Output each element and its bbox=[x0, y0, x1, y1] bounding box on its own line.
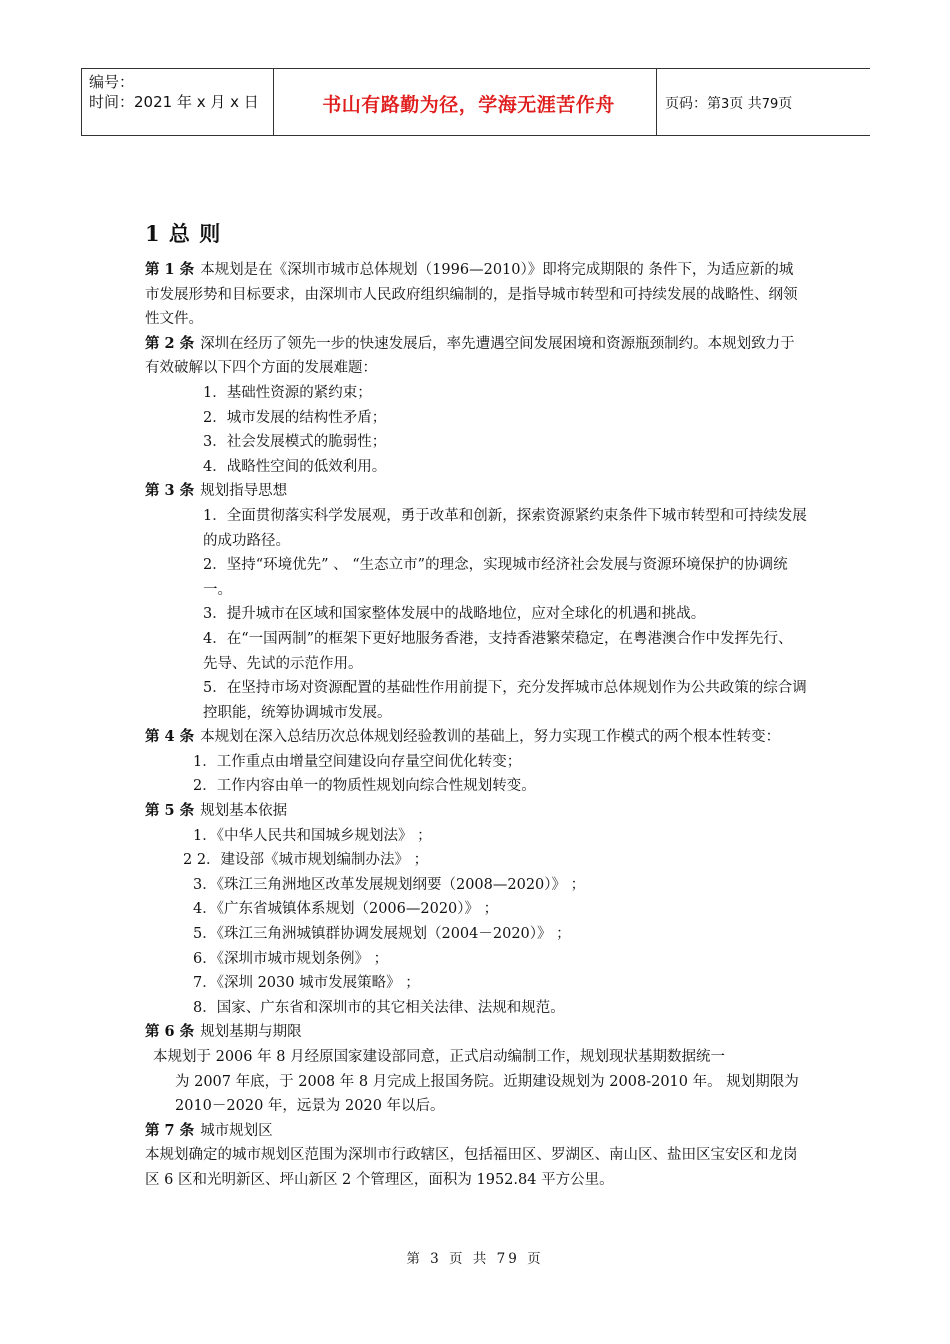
article-2-item-1: 1．基础性资源的紧约束； bbox=[203, 384, 372, 401]
article-2 bbox=[145, 332, 807, 381]
header-page-prefix: 页码：第 bbox=[665, 96, 721, 112]
article-6-text: 规划基期与期限 bbox=[200, 1024, 302, 1041]
article-2-item-4: 4．战略性空间的低效利用。 bbox=[203, 458, 387, 475]
header-page-mid: 页 共 bbox=[729, 96, 762, 112]
header-page-suffix: 页 bbox=[778, 96, 793, 112]
header-top-rule bbox=[81, 68, 870, 69]
article-7 bbox=[145, 1119, 807, 1144]
article-2-label: 第 2 条 bbox=[145, 334, 195, 352]
article-3-item-4: 4．在“一国两制”的框架下更好地服务香港，支持香港繁荣稳定，在粤港澳合作中发挥先行、先导、先试的示范作用。 bbox=[203, 630, 793, 672]
article-4-item-2: 2．工作内容由单一的物质性规划向综合性规划转变。 bbox=[193, 778, 536, 795]
article-5-item-4: 4．《广东省城镇体系规划（2006—2020）》 ； bbox=[193, 901, 499, 918]
article-6-line-1: 本规划于 2006 年 8 月经原国家建设部同意，正式启动编制工作，规划现状基期数据统一 bbox=[153, 1049, 726, 1065]
article-5-item-8: 8．国家、广东省和深圳市的其它相关法律、法规和规范。 bbox=[193, 999, 565, 1016]
header-meta bbox=[89, 72, 259, 112]
document-body bbox=[145, 258, 807, 1193]
section-title: 1 总 则 bbox=[145, 221, 222, 246]
article-5 bbox=[145, 799, 807, 824]
article-3-text: 规划指导思想 bbox=[200, 483, 288, 500]
article-5-item-6: 6．《深圳市城市规划条例》 ； bbox=[193, 950, 389, 967]
article-2-text: 深圳在经历了领先一步的快速发展后，率先遭遇空间发展困境和资源瓶颈制约。本规划致力于有效破解以下四个方面的发展难题： bbox=[145, 335, 795, 377]
article-3 bbox=[145, 479, 807, 504]
header-page-total: 79 bbox=[761, 97, 779, 112]
article-3-item-5: 5．在坚持市场对资源配置的基础性作用前提下，充分发挥城市总体规划作为公共政策的综合调控职能，统筹协调城市发展。 bbox=[203, 680, 807, 721]
article-3-item-1: 1．全面贯彻落实科学发展观，勇于改革和创新，探索资源紧约束条件下城市转型和可持续发展的成功路径。 bbox=[203, 507, 807, 549]
article-1-label: 第 1 条 bbox=[145, 261, 195, 278]
article-5-item-2: 2 2．建设部《城市规划编制办法》 ； bbox=[183, 852, 429, 869]
page-footer: 第 3 页 共 79 页 bbox=[406, 1251, 544, 1267]
article-7-label: 第 7 条 bbox=[145, 1121, 195, 1139]
header-time-label: 时间：2021 年 x 月 x 日 bbox=[89, 93, 259, 111]
article-5-item-7: 7．《深圳 2030 城市发展策略》 ； bbox=[193, 975, 420, 992]
header-page-number: 3 bbox=[721, 97, 730, 112]
header-divider-1 bbox=[273, 68, 274, 136]
article-4-item-1: 1．工作重点由增量空间建设向存量空间优化转变； bbox=[193, 753, 522, 770]
header-number-label: 编号： bbox=[89, 73, 135, 91]
article-7-text: 城市规划区 bbox=[200, 1122, 273, 1139]
article-5-item-1: 1．《中华人民共和国城乡规划法》 ； bbox=[193, 827, 432, 844]
article-2-item-2: 2．城市发展的结构性矛盾； bbox=[203, 409, 387, 426]
article-1 bbox=[145, 258, 807, 332]
article-5-item-5: 5．《珠江三角洲城镇群协调发展规划（2004－2020）》 ； bbox=[193, 926, 571, 943]
article-7-paragraph: 本规划确定的城市规划区范围为深圳市行政辖区，包括福田区、罗湖区、南山区、盐田区宝安区和龙岗区 6 区和光明新区、坪山新区 2 个管理区，面积为 1952.84 平方公里。 bbox=[145, 1147, 798, 1188]
article-3-label: 第 3 条 bbox=[145, 482, 195, 500]
header-page-info bbox=[665, 93, 792, 113]
article-2-item-3: 3．社会发展模式的脆弱性； bbox=[203, 434, 387, 451]
article-4-text: 本规划在深入总结历次总体规划经验教训的基础上，努力实现工作模式的两个根本性转变： bbox=[200, 729, 781, 746]
article-6-line-2: 为 2007 年底，于 2008 年 8 月完成上报国务院。近期建设规划为 2008-2010 年。 规划期限为 2010－2020 年，远景为 2020 年以后。 bbox=[175, 1073, 799, 1115]
article-6-label: 第 6 条 bbox=[145, 1023, 195, 1041]
article-4 bbox=[145, 725, 807, 750]
header-motto: 书山有路勤为径，学海无涯苦作舟 bbox=[322, 94, 615, 116]
article-1-text: 本规划是在《深圳市城市总体规划（1996—2010）》即将完成期限的 条件下，为适应新的城市发展形势和目标要求，由深圳市人民政府组织编制的，是指导城市转型和可持续发展的战略性、纲领性文件。 bbox=[145, 262, 798, 328]
header-bottom-rule bbox=[81, 135, 870, 136]
article-5-text: 规划基本依据 bbox=[200, 803, 288, 820]
article-5-label: 第 5 条 bbox=[145, 802, 195, 820]
article-6 bbox=[145, 1020, 807, 1045]
article-4-label: 第 4 条 bbox=[145, 728, 195, 746]
article-3-item-3: 3．提升城市在区域和国家整体发展中的战略地位，应对全球化的机遇和挑战。 bbox=[203, 606, 706, 623]
header-divider-2 bbox=[656, 68, 657, 136]
article-3-item-2: 2．坚持“环境优先” 、 “生态立市”的理念，实现城市经济社会发展与资源环境保护的协调统一。 bbox=[203, 557, 788, 598]
header-divider-left bbox=[81, 68, 82, 136]
article-5-item-3: 3．《珠江三角洲地区改革发展规划纲要（2008—2020）》 ； bbox=[193, 876, 586, 893]
